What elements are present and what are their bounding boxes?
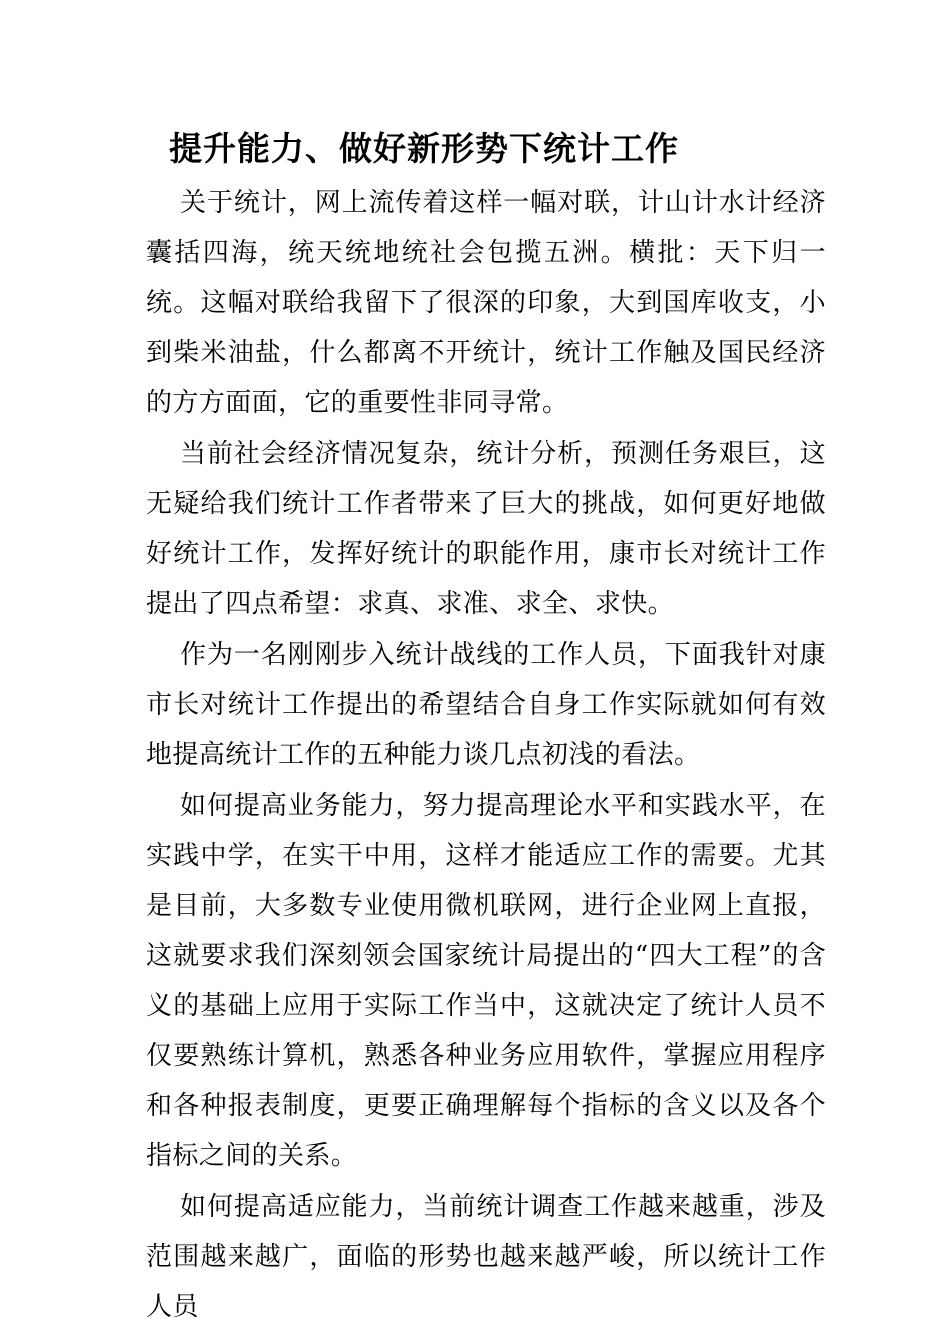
paragraph-introduction: 作为一名刚刚步入统计战线的工作人员，下面我针对康市长对统计工作提出的希望结合自身工作实际就如何有效地提高统计工作的五种能力谈几点初浅的看法。 <box>146 640 826 770</box>
paragraph-couplet: 关于统计，网上流传着这样一幅对联，计山计水计经济囊括四海，统天统地统社会包揽五洲。横批：天下归一统。这幅对联给我留下了很深的印象，大到国库收支，小到柴米油盐，什么都离不开统计，统计工作触及国民经济的方方面面，它的重要性非同寻常。 <box>146 188 826 418</box>
paragraph-adaptability: 如何提高适应能力，当前统计调查工作越来越重，涉及范围越来越广，面临的形势也越来越严峻，所以统计工作人员 <box>146 1192 826 1322</box>
document-title: 提升能力、做好新形势下统计工作 <box>169 129 679 168</box>
paragraph-business-ability: 如何提高业务能力，努力提高理论水平和实践水平，在实践中学，在实干中用，这样才能适应工作的需要。尤其是目前，大多数专业使用微机联网，进行企业网上直报，这就要求我们深刻领会国家统计局提出的“四大工程”的含义的基础上应用于实际工作当中，这就决定了统计人员不仅要熟练计算机，熟悉各种业务应用软件，掌握应用程序和各种报表制度，更要正确理解每个指标的含义以及各个指标之间的关系。 <box>146 791 826 1171</box>
document-body <box>146 178 826 1333</box>
paragraph-challenges: 当前社会经济情况复杂，统计分析，预测任务艰巨，这无疑给我们统计工作者带来了巨大的挑战，如何更好地做好统计工作，发挥好统计的职能作用，康市长对统计工作提出了四点希望：求真、求准、求全、求快。 <box>146 439 826 619</box>
